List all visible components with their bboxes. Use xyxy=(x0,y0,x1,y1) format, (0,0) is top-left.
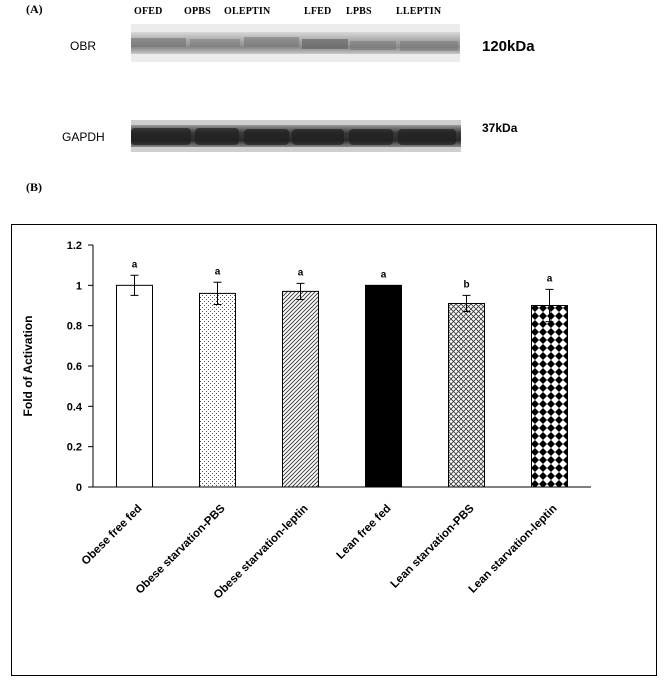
lane-label-oleptin: OLEPTIN xyxy=(224,6,271,17)
y-tick-label: 1 xyxy=(75,280,82,293)
gapdh-label: GAPDH xyxy=(62,130,105,144)
bar xyxy=(200,293,236,487)
y-tick-label: 0.8 xyxy=(66,320,82,333)
bar xyxy=(117,285,153,487)
significance-letter: b xyxy=(463,279,470,291)
x-tick-label: Obese starvation-leptin xyxy=(211,502,311,602)
gapdh-size-label: 37kDa xyxy=(482,121,518,135)
obr-band xyxy=(190,39,240,47)
gapdh-band xyxy=(292,129,344,145)
significance-letter: a xyxy=(131,259,138,271)
y-tick-label: 1.2 xyxy=(66,240,82,252)
gapdh-band xyxy=(349,129,393,145)
lane-label-opbs: OPBS xyxy=(184,6,211,17)
bar xyxy=(283,291,319,487)
obr-label: OBR xyxy=(70,39,97,53)
x-tick-label: Obese starvation-PBS xyxy=(133,502,228,597)
bar xyxy=(366,285,402,487)
significance-letter: a xyxy=(380,269,387,281)
obr-size-label: 120kDa xyxy=(482,38,535,55)
gapdh-band xyxy=(398,129,456,145)
x-tick-label: Obese free fed xyxy=(79,502,145,568)
y-tick-label: 0.2 xyxy=(66,441,82,454)
panel-a-label: (A) xyxy=(26,2,43,16)
gapdh-band xyxy=(244,129,289,145)
obr-band xyxy=(302,39,348,49)
obr-band xyxy=(131,38,186,47)
y-tick-label: 0.4 xyxy=(66,401,82,414)
gapdh-band xyxy=(131,128,191,145)
x-tick-label: Lean starvation-leptin xyxy=(466,502,560,596)
obr-blot-strip xyxy=(131,24,460,62)
obr-band xyxy=(400,41,458,51)
lane-label-lpbs: LPBS xyxy=(346,6,372,17)
significance-letter: a xyxy=(546,273,553,285)
lane-label-lleptin: LLEPTIN xyxy=(396,6,442,17)
gapdh-blot-strip xyxy=(131,120,461,152)
y-tick-label: 0.6 xyxy=(66,361,82,373)
bar xyxy=(449,303,485,487)
y-axis-label: Fold of Activation xyxy=(21,315,35,417)
lane-label-ofed: OFED xyxy=(134,6,163,17)
x-tick-label: Lean free fed xyxy=(334,502,394,562)
significance-letter: a xyxy=(297,267,304,279)
western-blot xyxy=(0,0,671,175)
lane-label-lfed: LFED xyxy=(304,6,332,17)
panel-b-label: (B) xyxy=(26,180,42,194)
obr-band xyxy=(350,41,396,50)
obr-band xyxy=(244,37,299,47)
significance-letter: a xyxy=(214,266,221,278)
y-tick-label: 0 xyxy=(75,482,82,494)
gapdh-band xyxy=(195,128,239,145)
bar xyxy=(532,306,568,488)
x-tick-label: Lean starvation-PBS xyxy=(388,502,477,591)
bar-chart xyxy=(11,224,657,676)
